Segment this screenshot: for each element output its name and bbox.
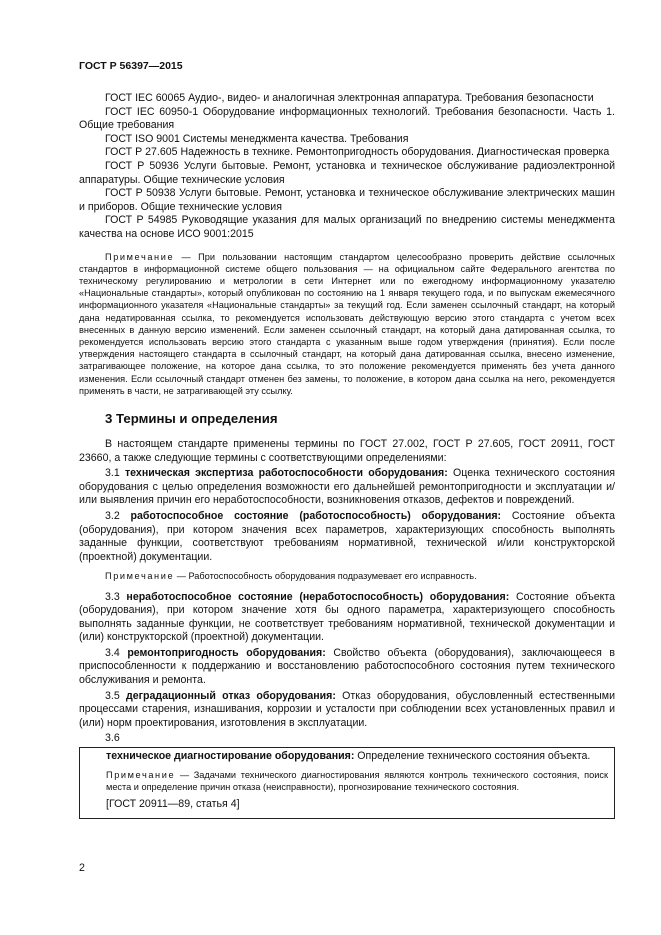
term-3-6-note — [106, 769, 608, 793]
note-text: — Задачами технического диагностирования являются контроль технического состояния, поиск места и определение причин отказа (неисправности), прогнозирование технического состояния. — [106, 769, 608, 792]
reference-item: ГОСТ Р 50936 Услуги бытовые. Ремонт, установка и техническое обслуживание радиоэлектронной аппаратуры. Общие технические условия — [79, 159, 615, 186]
page-number: 2 — [79, 862, 85, 874]
reference-item: ГОСТ ISO 9001 Системы менеджмента качества. Требования — [105, 132, 409, 145]
term-name: деградационный отказ оборудования: — [126, 689, 336, 702]
term-3-2-note — [79, 570, 615, 582]
term-name: техническое диагностирование оборудования: — [106, 750, 355, 763]
reference-item: ГОСТ IEC 60065 Аудио-, видео- и аналогичная электронная аппаратура. Требования безопасности — [105, 92, 594, 104]
term-name: ремонтопригодность оборудования: — [127, 646, 326, 659]
term-number: 3.4 — [105, 646, 128, 659]
term-definition: Состояние объекта (оборудования), при котором значение хотя бы одного параметра, характеризующего способность выполнять заданные функции, не соответствует требованиям нормативной, технической документации и (или) конструкторской (проектной) документации. — [79, 590, 616, 644]
term-definition: Определение технического состояния объекта. — [354, 750, 591, 763]
section-title: 3 Термины и определения — [105, 410, 278, 426]
page-content — [79, 92, 615, 819]
reference-item: ГОСТ IEC 60950-1 Оборудование информационных технологий. Требования безопасности. Часть 1. Общие требования — [79, 105, 615, 132]
term-definition: Оценка технического состояния оборудования с целью определения возможности его дальнейшей ремонтопригодности и эксплуатации и/или выявления причин его неработоспособности, возникновения отказов, дефектов и повреждений. — [79, 467, 616, 507]
term-name: неработоспособное состояние (неработоспособность) оборудования: — [126, 590, 510, 603]
standard-code-header: ГОСТ Р 56397—2015 — [79, 60, 183, 72]
note-label: Примечание — [106, 769, 176, 780]
term-definition: Состояние объекта (оборудования), при котором значения всех параметров, характеризующих способность выполнять заданные функции, соответствуют требованиям нормативной, технической и/или конструкторской (проектной) документации. — [79, 509, 615, 563]
section-intro: В настоящем стандарте применены термины по ГОСТ 27.002, ГОСТ Р 27.605, ГОСТ 20911, ГОСТ 23660, а также следующие термины с соответствующими определениями: — [79, 437, 615, 464]
note-label: Примечание — [105, 251, 175, 262]
term-number: 3.1 — [105, 467, 125, 480]
references-note — [79, 251, 615, 397]
term-3-6 — [106, 750, 608, 764]
term-3-4 — [79, 647, 615, 688]
note-label: Примечание — [105, 571, 175, 582]
term-3-3 — [79, 591, 615, 645]
term-3-2 — [79, 510, 615, 564]
term-name: техническая экспертиза работоспособности оборудования: — [124, 467, 448, 480]
term-number: 3.3 — [105, 590, 127, 603]
term-definition: Отказ оборудования, обусловленный естественными процессами старения, изнашивания, коррозии и усталости при соблюдении всех установленных правил и (или) норм проектирования, изготовления в эксплуатации. — [79, 689, 615, 729]
term-3-5 — [79, 690, 615, 731]
reference-item: ГОСТ Р 54985 Руководящие указания для малых организаций по внедрению системы менеджмента качества на основе ИСО 9001:2015 — [79, 214, 615, 240]
term-definition: Свойство объекта (оборудования), заключающееся в приспособленности к поддержанию и восстановлению работоспособного состояния путем технического обслуживания и ремонта. — [79, 646, 616, 687]
term-number: 3.2 — [105, 509, 131, 522]
term-number: 3.5 — [105, 689, 126, 702]
term-name: работоспособное состояние (работоспособность) оборудования: — [130, 509, 502, 522]
term-3-1 — [79, 467, 615, 508]
term-source: [ГОСТ 20911—89, статья 4] — [106, 798, 240, 811]
note-text: — При пользовании настоящим стандартом целесообразно проверить действие ссылочных стандартов в информационной системе общего пользования — на официальном сайте Федерального агентства по техническому регулированию и метрологии в сети Интернет или по ежегодному информационному указателю «Национальные стандарты», который опубликован по состоянию на 1 января текущего года, и по выпускам ежемесячного информационного указателя «Национальные стандарты» за текущий год. Если заменен ссылочный стандарт, на который дана недатированная ссылка, то рекомендуется использовать действующую версию этого стандарта с учетом всех внесенных в данную версию изменений. Если заменен ссылочный стандарт, на который дана датированная ссылка, то рекомендуется использовать версию этого стандарта с указанным выше годом утверждения (принятия). Если после утверждения настоящего стандарта в ссылочный стандарт, на который дана датированная ссылка, внесено изменение, затрагивающее положение, на которое дана ссылка, то это положение рекомендуется применять без учета данного изменения. Если ссылочный стандарт отменен без замены, то положение, в котором дана ссылка на него, рекомендуется применять в части, не затрагивающей эту ссылку. — [79, 251, 615, 396]
note-text: — Работоспособность оборудования подразумевает его исправность. — [174, 571, 477, 582]
term-3-6-number: 3.6 — [105, 732, 120, 745]
reference-item: ГОСТ Р 27.605 Надежность в технике. Ремонтопригодность оборудования. Диагностическая проверка — [105, 146, 610, 159]
term-3-6-box — [79, 747, 615, 819]
reference-item: ГОСТ Р 50938 Услуги бытовые. Ремонт, установка и техническое обслуживание электрических машин и приборов. Общие технические условия — [79, 187, 615, 213]
